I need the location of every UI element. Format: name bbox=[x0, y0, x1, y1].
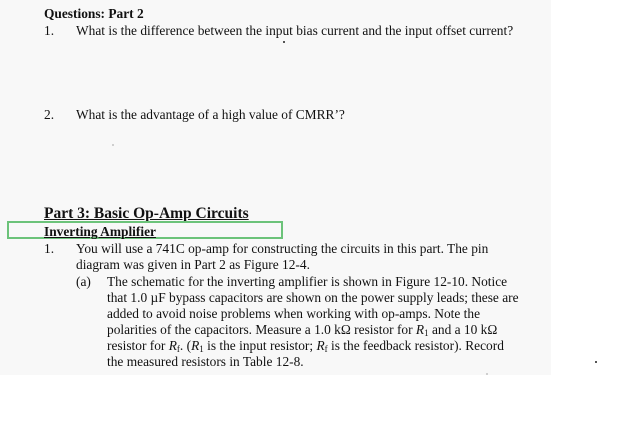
part2-heading: Questions: Part 2 bbox=[44, 6, 144, 21]
speck-mark bbox=[283, 41, 285, 43]
speck-mark bbox=[486, 373, 488, 375]
item-a-line-1: The schematic for the inverting amplifier is shown in Figure 12-10. Notice bbox=[107, 274, 508, 289]
item-a-line-5-b: . ( bbox=[179, 338, 192, 353]
rf-subscript: f bbox=[324, 344, 328, 354]
item-a-line-5-c: is the input resistor; bbox=[203, 338, 317, 353]
item-a-line-5-d: is the feedback resistor). Record bbox=[327, 338, 504, 353]
item-a-line-5-a: resistor for bbox=[107, 338, 169, 353]
item-a-line-3: added to avoid noise problems when working with op-amps. Note the bbox=[107, 306, 481, 321]
speck-mark bbox=[595, 361, 597, 363]
speck-mark bbox=[112, 144, 114, 146]
inverting-amplifier-subheading: Inverting Amplifier bbox=[44, 224, 156, 239]
item-a-line-4-end: and a 10 kΩ bbox=[428, 322, 498, 337]
question-1-number: 1. bbox=[44, 23, 55, 38]
item-1-number: 1. bbox=[44, 241, 55, 256]
item-a-label: (a) bbox=[76, 274, 91, 289]
rf-subscript: f bbox=[176, 344, 180, 354]
question-2-number: 2. bbox=[44, 107, 55, 122]
item-a-line-4-text: polarities of the capacitors. Measure a 1.0 kΩ resistor for bbox=[107, 322, 413, 337]
item-a-line-2: that 1.0 µF bypass capacitors are shown on the power supply leads; these are bbox=[107, 290, 519, 305]
item-a-line-6: the measured resistors in Table 12-8. bbox=[107, 354, 304, 369]
item-1-line-1: You will use a 741C op-amp for constructing the circuits in this part. The pin bbox=[76, 241, 489, 256]
r1-symbol: R bbox=[415, 322, 425, 337]
question-2-text: What is the advantage of a high value of CMRR’? bbox=[76, 107, 345, 122]
item-1-line-2: diagram was given in Part 2 as Figure 12-4. bbox=[76, 257, 310, 272]
part3-heading: Part 3: Basic Op-Amp Circuits bbox=[44, 205, 249, 222]
rf-symbol: R bbox=[168, 338, 177, 353]
r1-subscript: 1 bbox=[199, 344, 204, 354]
r1-subscript: 1 bbox=[424, 328, 429, 338]
question-1-text: What is the difference between the input bias current and the input offset current? bbox=[76, 23, 514, 38]
r1-symbol: R bbox=[191, 338, 200, 353]
rf-symbol: R bbox=[316, 338, 325, 353]
